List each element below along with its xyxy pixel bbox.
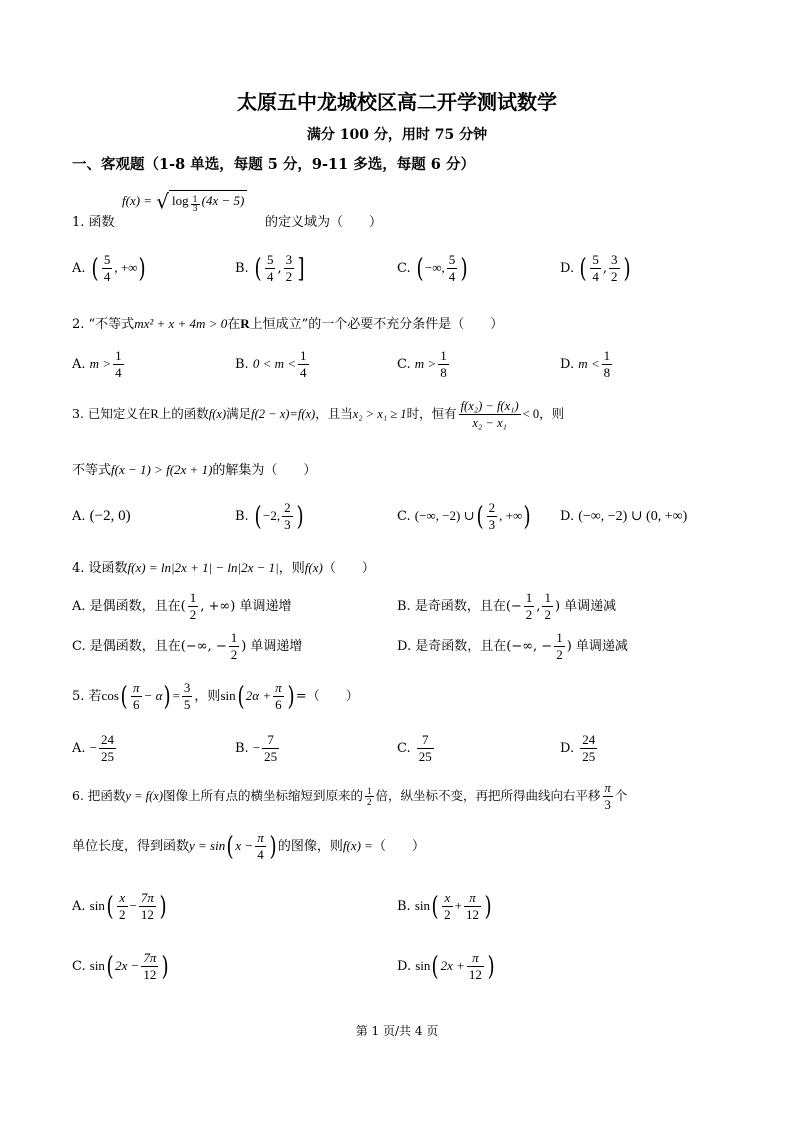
q2-option-b[interactable]: B. 0 < m < $\frac{1}{4}$ [235, 348, 307, 380]
q4-option-d[interactable]: D. 是奇函数，且在(−∞, − $\frac{1}{2}$ ) 单调递减 [397, 630, 628, 662]
sqrt-content: log $\frac{1}{3}$ (4x − 5) [169, 190, 247, 213]
q6-option-b[interactable]: B. sin( $\frac{x}{2}$ + $\frac{\pi}{12}$ ) [397, 890, 492, 922]
exam-subtitle: 满分 100 分，用时 75 分钟 [306, 127, 488, 143]
section-heading: 一、客观题（1-8 单选，每题 5 分，9-11 多选，每题 6 分） [72, 156, 475, 173]
q3-stem-line2: 不等式f(x − 1) > f(2x + 1)的解集为（ ） [72, 462, 317, 478]
q3-option-d[interactable]: D. (−∞, −2) ∪ (0, +∞) [560, 509, 688, 524]
q6-option-c[interactable]: C. sin( 2x − $\frac{7\pi}{12}$ ) [72, 950, 170, 982]
q4-option-b[interactable]: B. 是奇函数，且在(− $\frac{1}{2}$ , $\frac{1}{2}$ ) 单调递减 [397, 590, 617, 622]
q1-formula: f(x) = √ log $\frac{1}{3}$ (4x − 5) [122, 190, 247, 213]
q4-option-a[interactable]: A. 是偶函数，且在( $\frac{1}{2}$ , +∞) 单调递增 [72, 590, 292, 622]
q3-option-b[interactable]: B. ( −2, $\frac{2}{3}$ ) [235, 500, 304, 532]
page-footer: 第 1 页/共 4 页 [355, 1024, 439, 1038]
q1-option-b[interactable]: B. ( $\frac{5}{4}$ , $\frac{3}{2}$ ] [235, 252, 305, 284]
q2-stem: 2. “不等式mx² + x + 4m > 0在R上恒成立”的一个必要不充分条件是（ ） [72, 316, 504, 332]
q3-option-a[interactable]: A. (−2, 0) [72, 508, 131, 524]
q5-option-b[interactable]: B. − $\frac{7}{25}$ [235, 732, 278, 764]
q1-number: 1. 函数 [72, 215, 115, 230]
q6-option-a[interactable]: A. sin( $\frac{x}{2}$ − $\frac{7\pi}{12}$ ) [72, 890, 167, 922]
q2-option-c[interactable]: C. m > $\frac{1}{8}$ [397, 348, 447, 380]
q5-option-d[interactable]: D. $\frac{24}{25}$ [560, 732, 596, 764]
q3-option-c[interactable]: C. (−∞, −2) ∪( $\frac{2}{3}$ , +∞) [397, 500, 531, 532]
q2-option-d[interactable]: D. m < $\frac{1}{8}$ [560, 348, 611, 380]
q3-stem-line1: 3. 已知定义在R上的函数f(x)满足f(2 − x)=f(x)，且当x₂ > x₁ ≥ 1时，恒有 $\frac{\text{f(x₂) − f(x₁)}}{\text{x₂ − x₁}}$ < 0，则 [72, 399, 565, 430]
q4-option-c[interactable]: C. 是偶函数，且在(−∞, − $\frac{1}{2}$ ) 单调递增 [72, 630, 303, 662]
q2-option-a[interactable]: A. m > $\frac{1}{4}$ [72, 348, 122, 380]
q6-stem-line2: 单位长度，得到函数y = sin( x − $\frac{\pi}{4}$ ) 的图像，则f(x) =（ ） [72, 830, 425, 862]
q6-stem-line1: 6. 把函数y = f(x)图像上所有点的横坐标缩短到原来的 $\frac{1}{2}$ 倍，纵坐标不变，再把所得曲线向右平移 $\frac{\pi}{3}$ 个 [72, 781, 628, 812]
q1-stem-tail: 的定义域为（ ） [265, 215, 383, 230]
q5-option-c[interactable]: C. $\frac{7}{25}$ [397, 732, 432, 764]
q4-stem: 4. 设函数f(x) = ln|2x + 1| − ln|2x − 1|，则f(x)（ ） [72, 560, 375, 576]
q6-option-d[interactable]: D. sin( 2x + $\frac{\pi}{12}$ ) [397, 950, 495, 982]
page-title: 太原五中龙城校区高二开学测试数学 [237, 90, 557, 114]
q5-option-a[interactable]: A. − $\frac{24}{25}$ [72, 732, 115, 764]
q1-option-d[interactable]: D. ( $\frac{5}{4}$ , $\frac{3}{2}$ ) [560, 252, 631, 284]
q5-stem: 5. 若cos( $\frac{\pi}{6}$ − α) = $\frac{3}{5}$ ，则sin( 2α + $\frac{\pi}{6}$ ) =（ ） [72, 680, 359, 712]
q1-option-a[interactable]: A. ( $\frac{5}{4}$ , +∞) [72, 252, 147, 284]
q1-option-c[interactable]: C. ( −∞, $\frac{5}{4}$ ) [397, 252, 468, 284]
